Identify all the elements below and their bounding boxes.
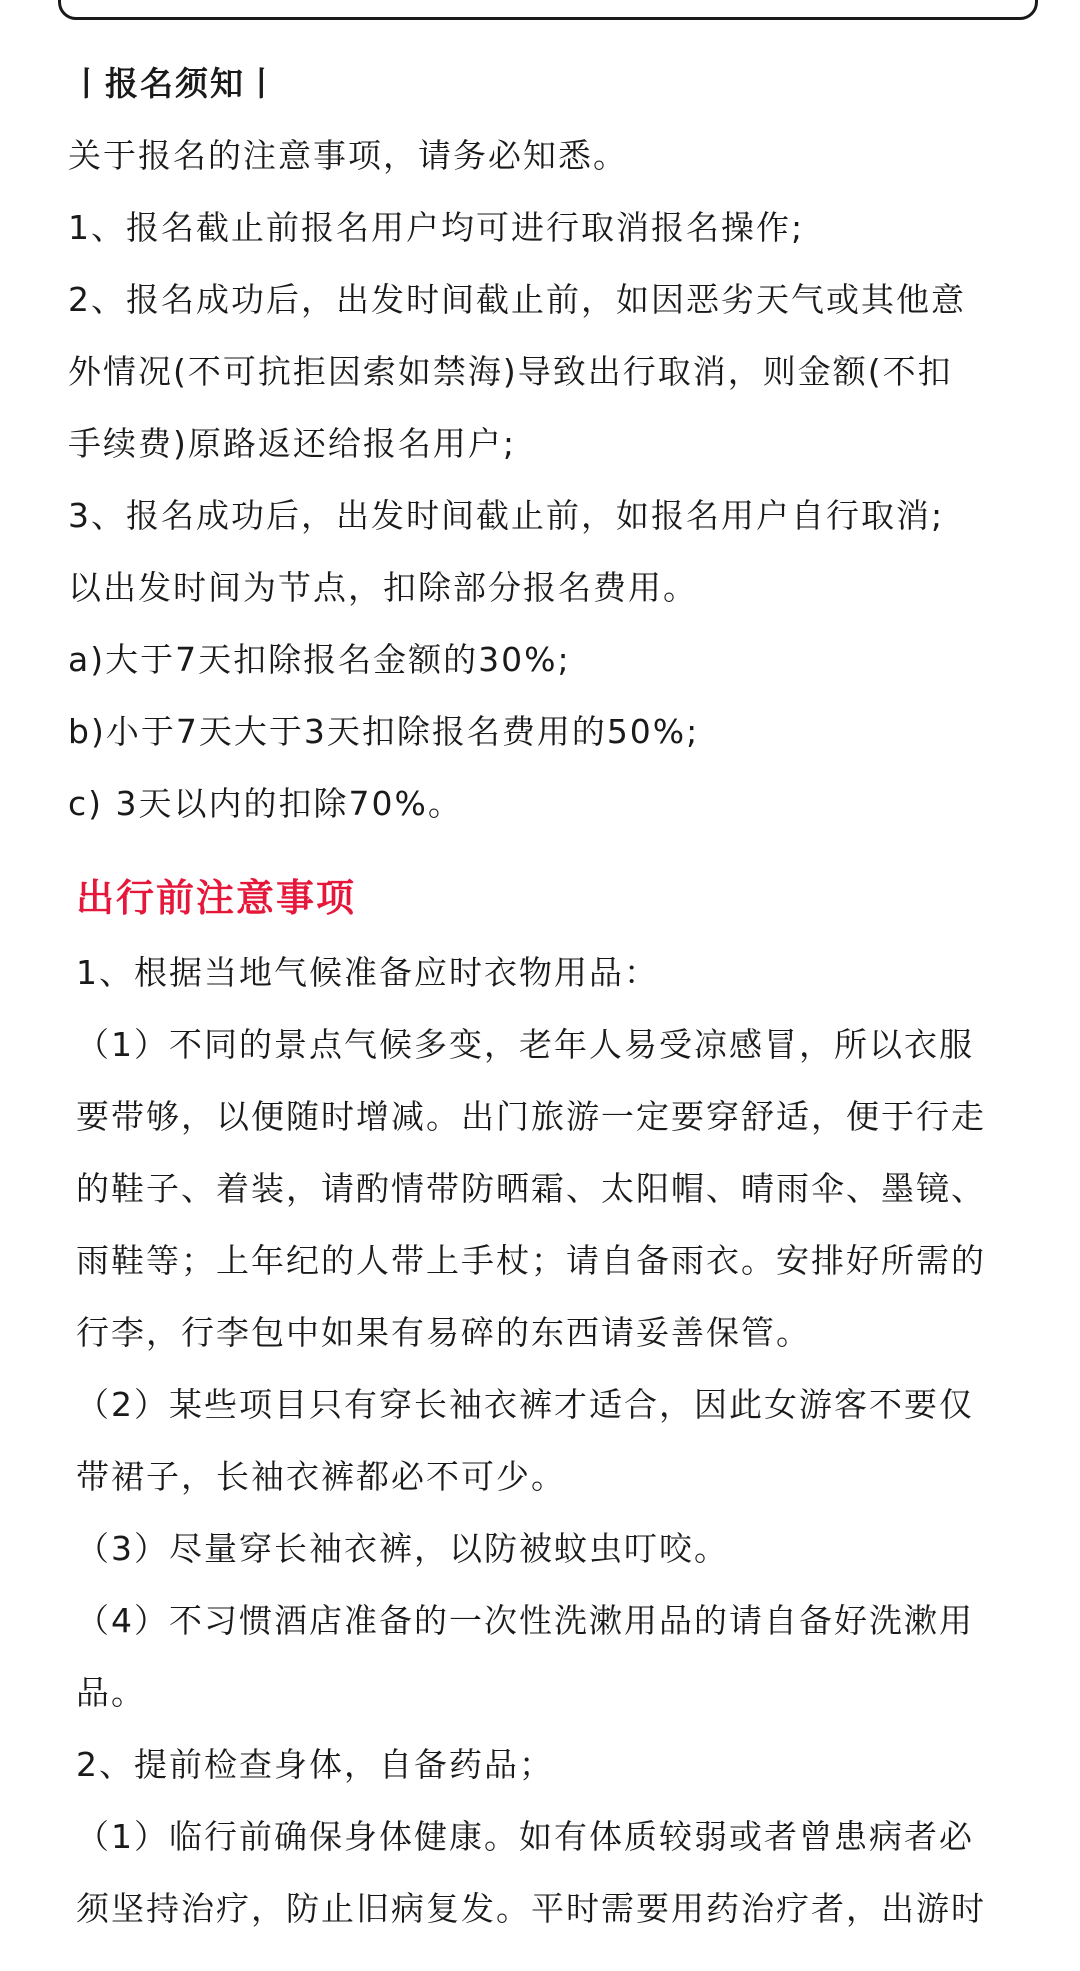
registration-line: 关于报名的注意事项，请务必知悉。 bbox=[68, 136, 628, 175]
notes-line: （4）不习惯酒店准备的一次性洗漱用品的请自备好洗漱用 bbox=[76, 1601, 974, 1640]
registration-line: a)大于7天扣除报名金额的30%; bbox=[68, 640, 571, 679]
registration-line: 3、报名成功后，出发时间截止前，如报名用户自行取消; bbox=[68, 496, 945, 535]
registration-notice-heading: 丨报名须知丨 bbox=[70, 64, 280, 103]
pre-travel-notes-body bbox=[76, 937, 1036, 1945]
notes-line: 要带够，以便随时增减。出门旅游一定要穿舒适，便于行走 bbox=[76, 1097, 986, 1136]
notes-line: 品。 bbox=[76, 1673, 146, 1712]
notes-line: 须坚持治疗，防止旧病复发。平时需要用药治疗者，出游时 bbox=[76, 1889, 986, 1928]
registration-line: 1、报名截止前报名用户均可进行取消报名操作; bbox=[68, 208, 805, 247]
notes-line: （3）尽量穿长袖衣裤，以防被蚊虫叮咬。 bbox=[76, 1529, 729, 1568]
notes-line: （1）不同的景点气候多变，老年人易受凉感冒，所以衣服 bbox=[76, 1025, 974, 1064]
registration-line: 2、报名成功后，出发时间截止前，如因恶劣天气或其他意 bbox=[68, 280, 966, 319]
pre-travel-notes-heading: 出行前注意事项 bbox=[76, 876, 357, 920]
registration-line: 以出发时间为节点，扣除部分报名费用。 bbox=[68, 568, 698, 607]
registration-line: 外情况(不可抗拒因索如禁海)导致出行取消，则金额(不扣 bbox=[68, 352, 953, 391]
registration-line: b)小于7天大于3天扣除报名费用的50%; bbox=[68, 712, 700, 751]
notes-line: 2、提前检查身体，自备药品； bbox=[76, 1745, 554, 1784]
notes-line: （2）某些项目只有穿长袖衣裤才适合，因此女游客不要仅 bbox=[76, 1385, 974, 1424]
registration-line: c) 3天以内的扣除70%。 bbox=[68, 784, 463, 823]
top-frame-border bbox=[58, 0, 1038, 20]
registration-notice-body bbox=[68, 120, 1028, 840]
registration-line: 手续费)原路返还给报名用户; bbox=[68, 424, 516, 463]
notes-line: 带裙子，长袖衣裤都必不可少。 bbox=[76, 1457, 566, 1496]
notes-line: 行李，行李包中如果有易碎的东西请妥善保管。 bbox=[76, 1313, 811, 1352]
notes-line: （1）临行前确保身体健康。如有体质较弱或者曾患病者必 bbox=[76, 1817, 974, 1856]
notes-line: 雨鞋等；上年纪的人带上手杖；请自备雨衣。安排好所需的 bbox=[76, 1241, 986, 1280]
notes-line: 的鞋子、着装，请酌情带防晒霜、太阳帽、晴雨伞、墨镜、 bbox=[76, 1169, 986, 1208]
notes-line: 1、根据当地气候准备应时衣物用品： bbox=[76, 953, 659, 992]
